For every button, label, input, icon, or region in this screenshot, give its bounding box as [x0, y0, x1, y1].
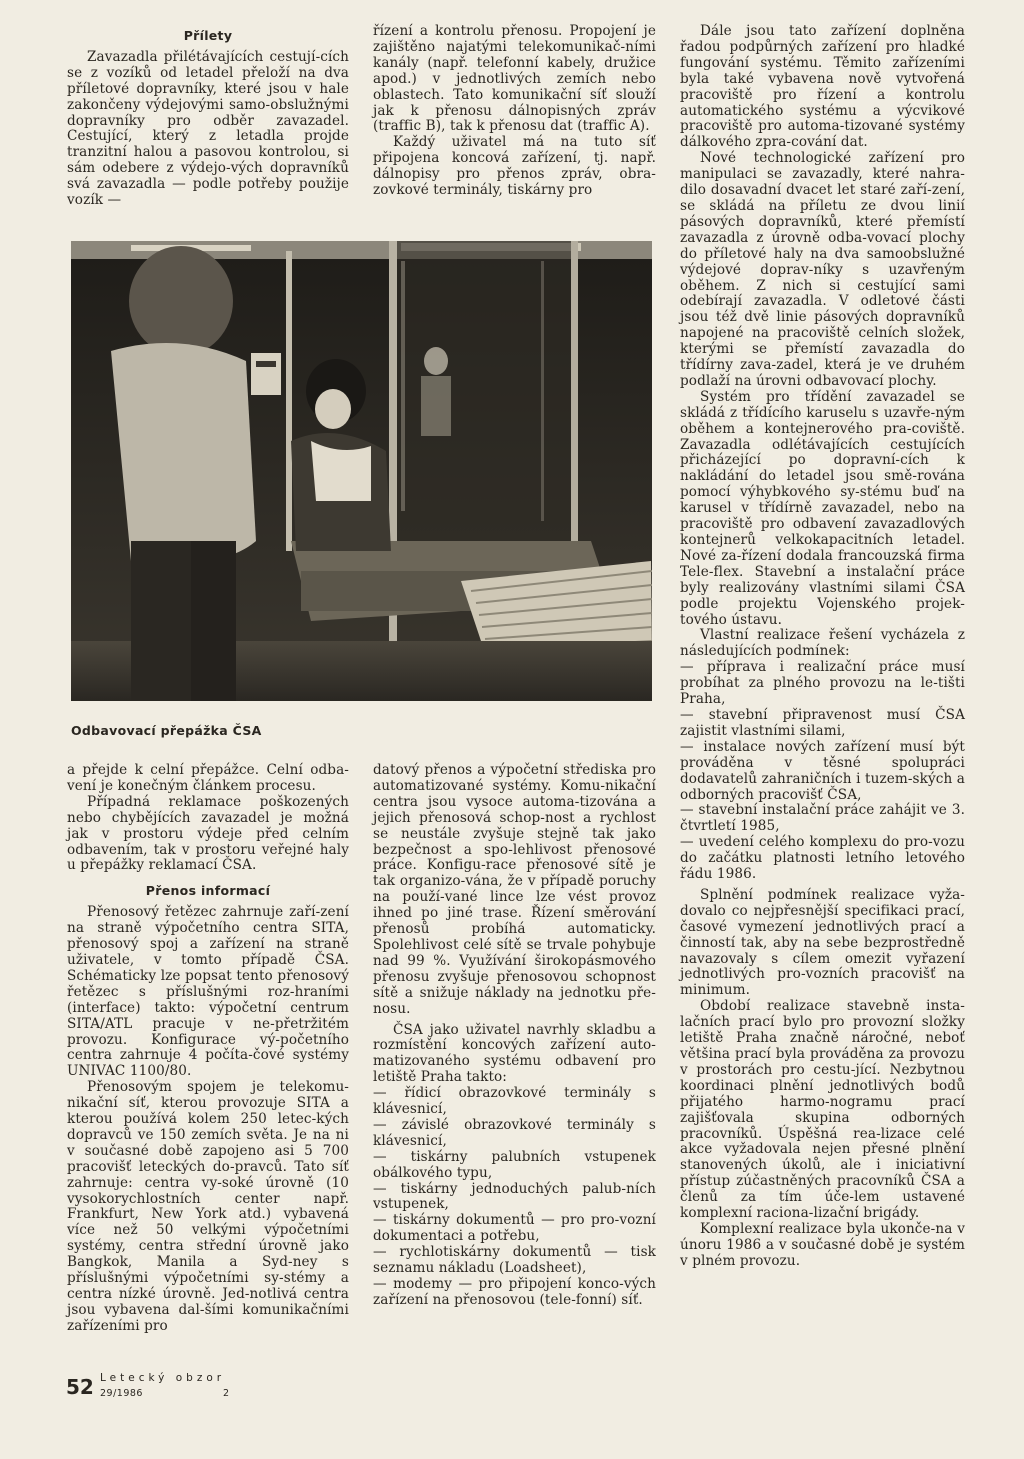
column-2-bottom	[373, 763, 656, 1309]
paragraph: a přejde k celní přepážce. Celní odba-vení je konečným článkem procesu.	[67, 762, 349, 794]
paragraph: Dále jsou tato zařízení doplněna řadou podpůrných zařízení pro hladké fungování systému. Těmito zařízeními byla také vybavena nově vytvořená pracoviště pro řízení a kontrolu automatického systému a výcvikové pracoviště pro automa-tizované systémy dálkového zpra-cování dat.	[680, 23, 965, 151]
paragraph: Splnění podmínek realizace vyža-dovalo co nejpřesnější specifikaci prací, časové vymezení jednotlivých prací a činností tak, aby na sebe bezprostředně navazovaly s cílem omezit vyřazení jednotlivých pro-vozních pracovišť na minimum.	[680, 886, 965, 999]
list-item: — uvedení celého komplexu do pro-vozu do začátku platnosti letního letového řádu 1986.	[680, 834, 965, 883]
paragraph: Přenosový řetězec zahrnuje zaří-zení na straně výpočetního centra SITA, přenosový spoj a zařízení na straně uživatele, v tomto případě ČSA. Schématicky lze popsat tento přenosový řetězec s příslušnými roz-hraními (interface) takto: výpočetní centrum SITA/ATL pracuje v ne-přetržitém provozu. Konfigurace vý-početního centra zahrnuje 4 počíta-čové systémy UNIVAC 1100/80.	[67, 904, 349, 1080]
photo-check-in-counter	[71, 241, 652, 701]
list-item: — stavební připravenost musí ČSA zajistit vlastními silami,	[680, 706, 965, 739]
list-item: — instalace nových zařízení musí být prováděna v těsné spolupráci dodavatelů zahraničních i tuzem-ských a odborných pracovišť ČSA,	[680, 738, 965, 803]
paragraph: Komplexní realizace byla ukonče-na v únoru 1986 a v současné době je systém v plném provozu.	[680, 1220, 965, 1269]
paragraph: Systém pro třídění zavazadel se skládá z třídícího karuselu s uzavře-ným oběhem a kontejnerového pra-coviště. Zavazadla odlétávajících cestujících přicházející po dopravní-cích k nakládání do letadel jsou smě-rována pomocí výhybkového sy-stému buď na karusel v třídírně zavazadel, nebo na pracoviště pro odbavení zavazadlových kontejnerů velkokapacitních letadel. Nové za-řízení dodala francouzská firma Tele-flex. Stavební a instalační práce byly realizovány vlastními silami ČSA podle projektu Vojenského projek-tového ústavu.	[680, 388, 965, 628]
column-2-top	[373, 24, 656, 199]
issue-number: 2	[222, 1388, 230, 1399]
photo-caption: Odbavovací přepážka ČSA	[71, 723, 262, 738]
paragraph: Období realizace stavebně insta-lačních prací bylo pro provozní složky letiště Praha značně náročné, neboť většina prací byla prováděna za provozu v prostorách pro cestu-jící. Nezbytnou koordinaci plnění jednotlivých bodů přijatého harmo-nogramu prací zajišťovala skupina odborných pracovníků. Úspěšná rea-lizace celé akce vyžadovala nejen přesné plnění stanovených úkolů, ale i iniciativní přístup zúčastněných pracovníků ČSA a členů za tím úče-lem ustavené komplexní raciona-lizační brigády.	[680, 998, 965, 1222]
paragraph: Zavazadla přilétávajících cestují-cích se z vozíků od letadel přeloží na dva příletové dopravníky, které jsou v hale zakončeny výdejovými samo-obslužnými dopravníky pro odběr zavazadel. Cestující, který z letadla projde tranzitní halou a pasovou kontrolou, si sám odebere z výdejo-vých dopravníků svá zavazadla — podle potřeby použije vozík —	[67, 48, 349, 209]
list-item: — tiskárny dokumentů — pro pro-vozní dokumentaci a potřebu,	[373, 1212, 656, 1245]
column-1-bottom	[67, 763, 349, 1335]
paragraph: ČSA jako uživatel navrhly skladbu a rozmístění koncových zařízení auto-matizovaného systému odbavení pro letiště Praha takto:	[373, 1021, 656, 1086]
section-heading-information-transfer: Přenos informací	[145, 883, 271, 899]
paragraph: Přenosovým spojem je telekomu-nikační síť, kterou provozuje SITA a kterou používá kolem 250 letec-kých dopravců ve 150 zemích světa. Je na ni v současné době zapojeno asi 5 700 pracovišť leteckých do-pravců. Tato síť zahrnuje: centra vy-soké úrovně (10 vysokorychlostních center např. Frankfurt, New York atd.) vybavená více než 50 velkými výpočetními systémy, centra střední úrovně jako Bangkok, Manila a Syd-ney s příslušnými výpočetními sy-stémy a centra nízké úrovně. Jed-notlivá centra jsou vybavena dal-šími komunikačními zařízeními pro	[67, 1079, 349, 1334]
paragraph: řízení a kontrolu přenosu. Propojení je zajištěno najatými telekomunikač-ními kanály (např. telefonní kabely, družice apod.) v jednotlivých zemích nebo oblastech. Tato komunikační síť slouží jak k přenosu dálnopisných zpráv (traffic B), tak k přenosu dat (traffic A).	[373, 23, 656, 135]
list-item: — řídicí obrazovkové terminály s klávesnicí,	[373, 1085, 656, 1118]
issue-date: 29/1986	[100, 1388, 143, 1399]
list-item: — rychlotiskárny dokumentů — tisk seznamu nákladu (Loadsheet),	[373, 1244, 656, 1277]
list-item: — stavební instalační práce zahájit ve 3. čtvrtletí 1985,	[680, 802, 965, 835]
list-item: — závislé obrazovkové terminály s klávesnicí,	[373, 1116, 656, 1149]
issue-info	[100, 1388, 230, 1399]
paragraph: Nové technologické zařízení pro manipulaci se zavazadly, které nahra-dilo dosavadní dvacet let staré zaří-zení, se skládá na příletu ze dvou linií pásových dopravníků, které přemístí zavazadla z úrovně odba-vovací plochy do příletové haly na dva samoobslužné výdejové doprav-níky s uzavřeným oběhem. Z nich si cestující sami odebírají zavazadla. V odletové části jsou též dvě linie pásových dopravníků napojené na pracoviště celních složek, kterými se přemístí zavazadla do třídírny zava-zadel, která je ve druhém podlaží na úrovni odbavovací plochy.	[680, 150, 965, 389]
paragraph: Případná reklamace poškozených nebo chybějících zavazadel je možná jak v prostoru výdeje před celním odbavením, tak v prostoru veřejné haly u přepážky reklamací ČSA.	[67, 793, 349, 874]
magazine-name: Letecký obzor	[100, 1372, 226, 1384]
list-item: — příprava i realizační práce musí probíhat za plného provozu na le-tišti Praha,	[680, 659, 965, 708]
column-3	[680, 24, 965, 1270]
paragraph: Vlastní realizace řešení vycházela z následujících podmínek:	[680, 627, 965, 660]
column-1-top	[67, 28, 349, 209]
list-item: — tiskárny palubních vstupenek obálkového typu,	[373, 1148, 656, 1181]
list-item: — tiskárny jednoduchých palub-ních vstupenek,	[373, 1180, 656, 1213]
photo-image	[71, 241, 652, 701]
section-heading-arrivals: Přílety	[183, 28, 233, 43]
page-number: 52	[66, 1375, 94, 1399]
paragraph: datový přenos a výpočetní střediska pro automatizované systémy. Komu-nikační centra jsou vysoce automa-tizována a jejich přenosová schop-nost a rychlost se neustále zvyšuje stejně tak jako bezpečnost a spo-lehlivost přenosové práce. Konfigu-race přenosové sítě je tak organizo-vána, že v případě poruchy na použí-vané lince lze vést provoz ihned po jiné trase. Řízení směrování přenosů probíhá automaticky. Spolehlivost celé sítě se trvale pohybuje nad 99 %. Využívání širokopásmového přenosu zvyšuje přenosovou schopnost sítě a snižuje náklady na jednotku pře-nosu.	[373, 762, 656, 1017]
paragraph: Každý uživatel má na tuto síť připojena koncová zařízení, tj. např. dálnopisy pro přenos zpráv, obra-zovkové terminály, tiskárny pro	[373, 134, 656, 199]
list-item: — modemy — pro připojení konco-vých zařízení na přenosovou (tele-fonní) síť.	[373, 1276, 656, 1308]
